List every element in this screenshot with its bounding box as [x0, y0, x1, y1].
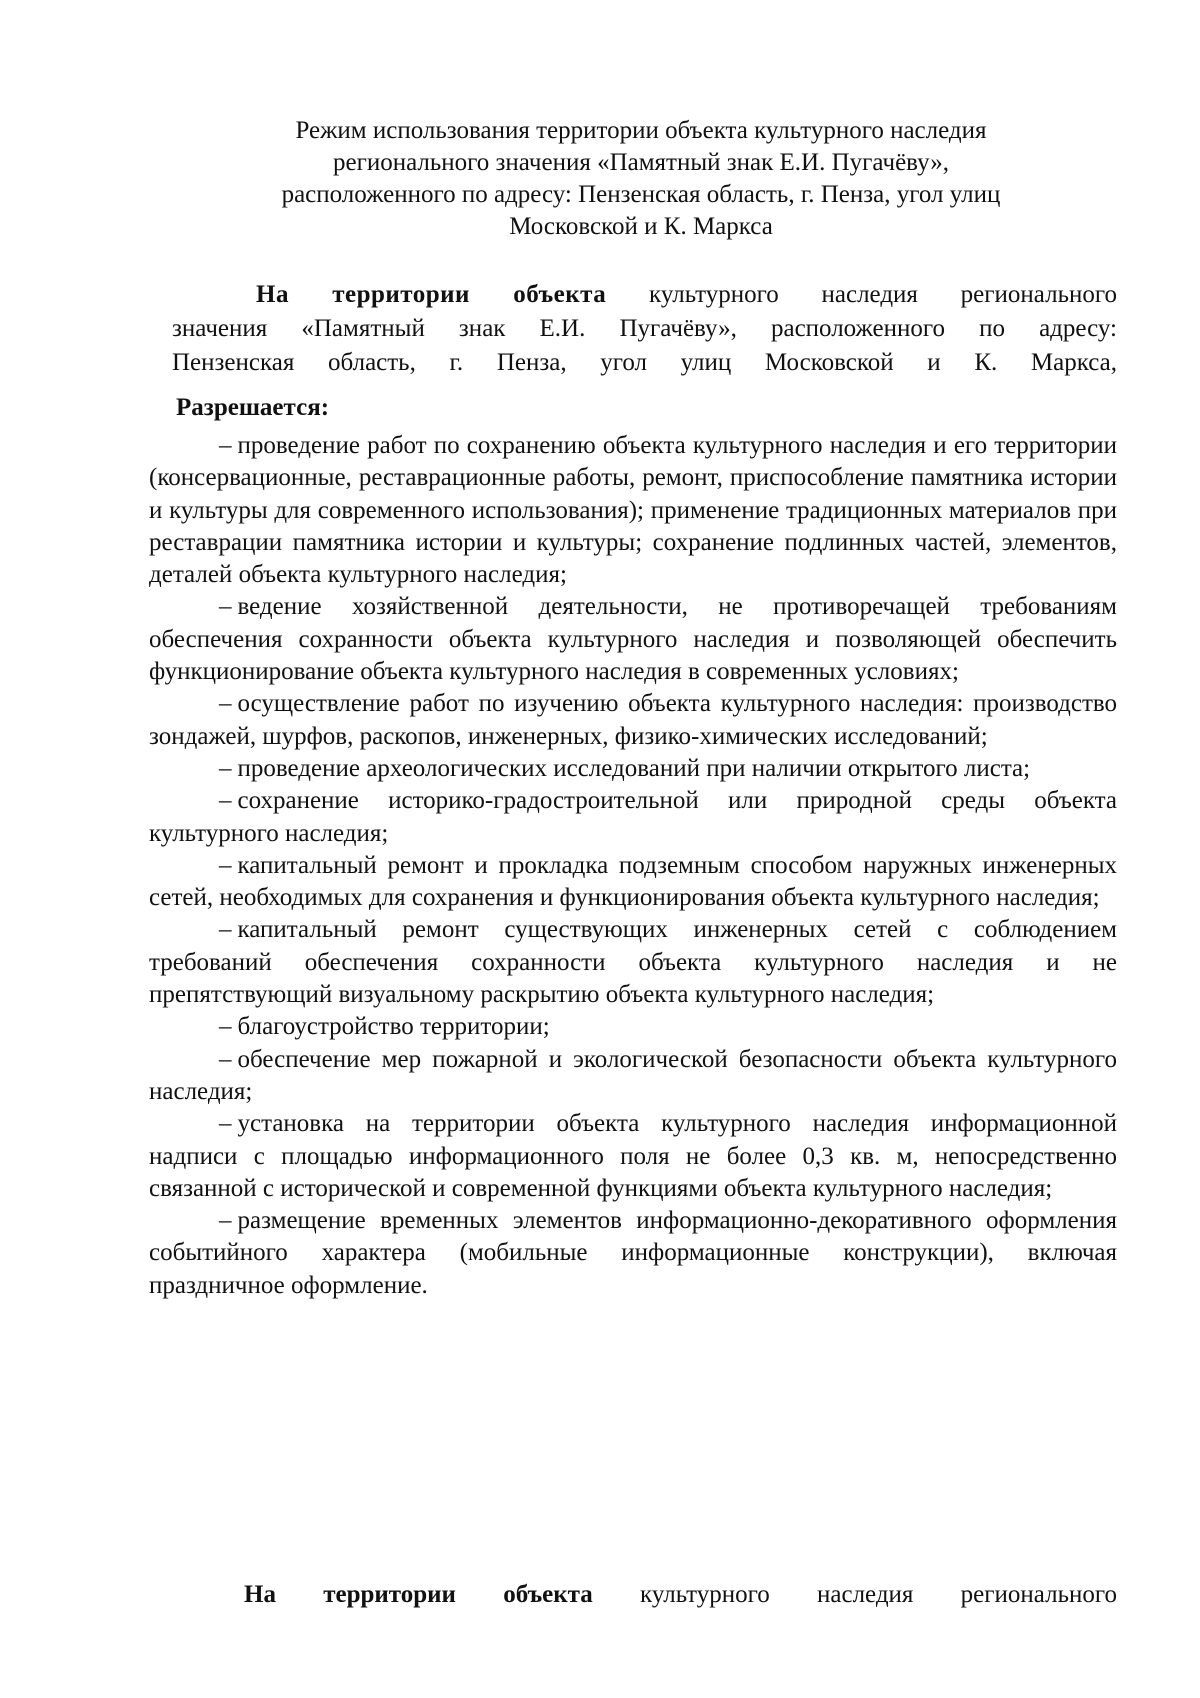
document-title — [210, 115, 1072, 243]
title-line-2: регионального значения «Памятный знак Е.И. Пугачёву», — [332, 149, 949, 176]
allowed-list-item — [149, 1011, 1117, 1043]
allowed-list-item-text: ведение хозяйственной деятельности, не противоречащей требованиям обеспечения сохранности объекта культурного наследия и позволяющей обеспечить функционирование объекта культурного наследия в современных условиях; — [149, 593, 1117, 686]
allowed-list-item-text: установка на территории объекта культурного наследия информационной надписи с площадью информационного поля не более 0,3 кв. м, непосредственно связанной с исторической и современной функциями объекта культурного наследия; — [149, 1110, 1117, 1202]
list-dash: – — [219, 851, 232, 879]
allowed-heading: Разрешается: — [176, 394, 330, 421]
intro2-bold-lead: На территории объекта — [244, 1581, 593, 1608]
allowed-list-item — [149, 430, 1117, 591]
allowed-list-item-text: благоустройство территории; — [237, 1013, 550, 1041]
allowed-list-item-text: сохранение историко-градостроительной или природной среды объекта культурного наследия; — [149, 787, 1117, 847]
list-dash: – — [219, 1045, 232, 1073]
list-dash: – — [219, 432, 232, 459]
allowed-list-item-text: проведение работ по сохранению объекта культурного наследия и его территории (консервационные, реставрационные работы, ремонт, приспособление памятника истории и культуры для современного использования); применение традиционных материалов при реставрации памятника истории и культуры; сохранение подлинных частей, элементов, деталей объекта культурного наследия; — [149, 432, 1117, 589]
allowed-list-item — [149, 688, 1117, 753]
intro-paragraph — [172, 278, 1117, 380]
list-dash: – — [219, 593, 232, 621]
allowed-list-item — [149, 1205, 1117, 1302]
allowed-list-item-text: капитальный ремонт существующих инженерных сетей с соблюдением требований обеспечения сохранности объекта культурного наследия и не препятствующий визуальному раскрытию объекта культурного наследия; — [149, 916, 1117, 1009]
allowed-list — [149, 430, 1117, 1302]
list-dash: – — [219, 1110, 232, 1138]
intro-line-1 — [172, 278, 1117, 312]
intro-line-1-rest: культурного наследия регионального — [649, 281, 1117, 308]
list-dash: – — [219, 916, 232, 944]
list-dash: – — [219, 1013, 232, 1041]
allowed-list-item-text: осуществление работ по изучению объекта культурного наследия: производство зондажей, шурфов, раскопов, инженерных, физико-химических исследований; — [149, 690, 1117, 750]
allowed-list-item — [149, 914, 1117, 1011]
allowed-list-item-text: проведение археологических исследований при наличии открытого листа; — [237, 754, 1031, 782]
intro-line-2: значения «Памятный знак Е.И. Пугачёву», расположенного по адресу: — [172, 315, 1117, 342]
intro-line-3: Пензенская область, г. Пенза, угол улиц Московской и К. Маркса, — [172, 349, 1117, 376]
list-dash: – — [219, 1207, 232, 1235]
title-line-1: Режим использования территории объекта культурного наследия — [295, 117, 987, 144]
list-dash: – — [219, 754, 232, 782]
second-intro-paragraph — [172, 1578, 1117, 1612]
allowed-list-item — [149, 850, 1117, 915]
list-dash: – — [219, 690, 232, 718]
allowed-list-item-text: капитальный ремонт и прокладка подземным способом наружных инженерных сетей, необходимых для сохранения и функционирования объекта культурного наследия; — [149, 851, 1117, 912]
allowed-list-item — [149, 753, 1117, 785]
intro2-line-1-rest: культурного наследия регионального — [640, 1581, 1117, 1608]
allowed-list-item-text: обеспечение мер пожарной и экологической безопасности объекта культурного наследия; — [149, 1045, 1117, 1105]
allowed-list-item — [149, 1044, 1117, 1109]
allowed-list-item — [149, 591, 1117, 688]
intro-bold-lead: На территории объекта — [256, 281, 607, 308]
allowed-list-item — [149, 1108, 1117, 1205]
allowed-list-item-text: размещение временных элементов информационно-декоративного оформления событийного характера (мобильные информационные конструкции), включая праздничное оформление. — [149, 1207, 1117, 1299]
allowed-list-item — [149, 785, 1117, 850]
title-line-4: Московской и К. Маркса — [509, 213, 773, 240]
intro2-line-1 — [172, 1578, 1117, 1612]
title-line-3: расположенного по адресу: Пензенская область, г. Пенза, угол улиц — [281, 181, 1001, 208]
list-dash: – — [219, 787, 232, 815]
